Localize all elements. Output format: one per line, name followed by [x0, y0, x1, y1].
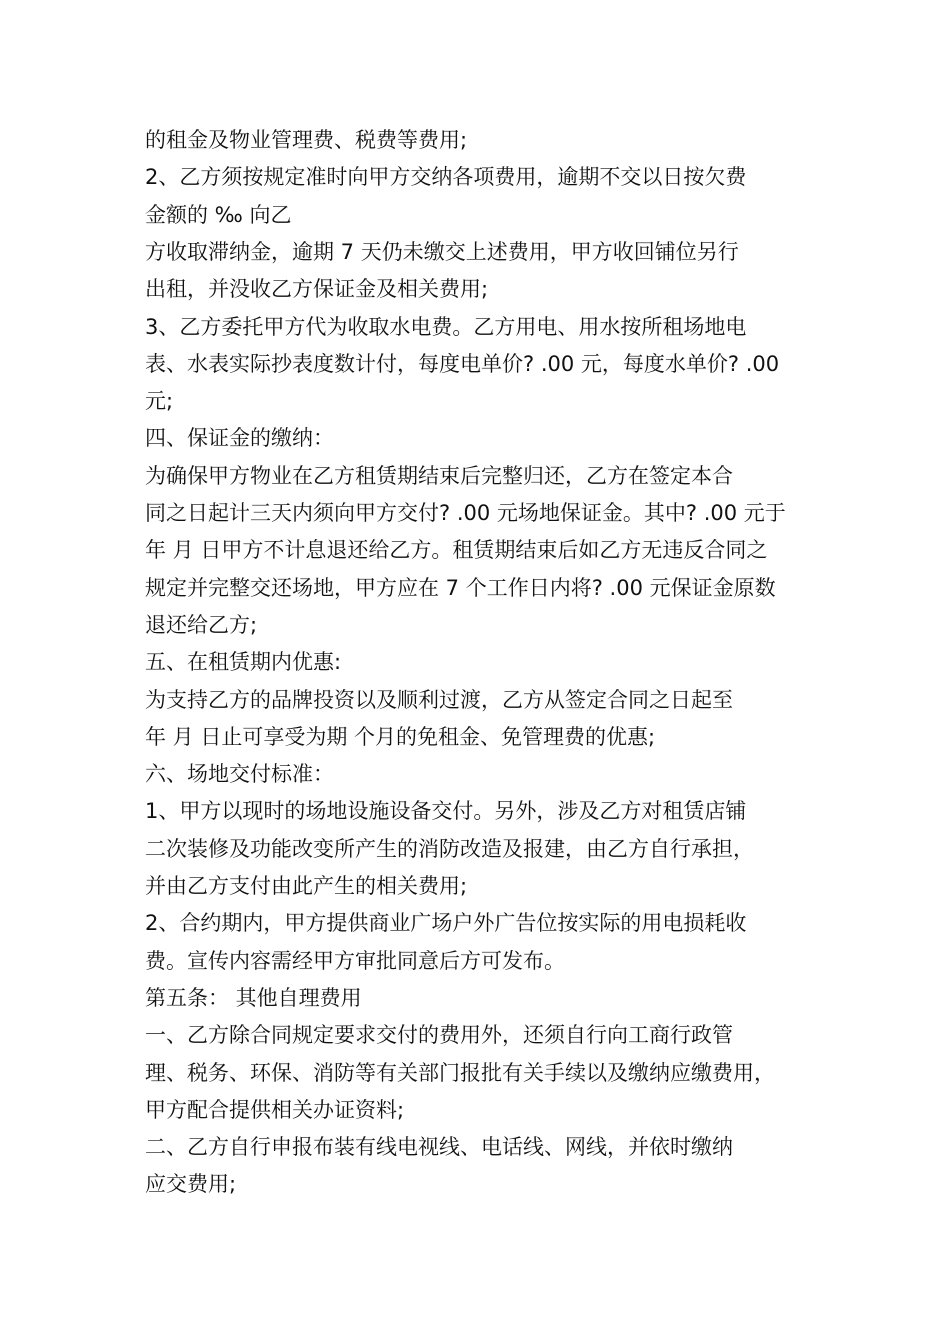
- text-line: 甲方配合提供相关办证资料;: [145, 1098, 405, 1122]
- text-line: 退还给乙方;: [145, 613, 258, 637]
- text-line: 第五条： 其他自理费用: [145, 986, 362, 1010]
- text-line: 一、乙方除合同规定要求交付的费用外，还须自行向工商行政管: [145, 1023, 733, 1047]
- text-line: 元;: [145, 389, 174, 413]
- text-line: 出租，并没收乙方保证金及相关费用;: [145, 277, 489, 301]
- text-line: 并由乙方支付由此产生的相关费用;: [145, 874, 468, 898]
- text-line: 六、场地交付标准：: [145, 762, 334, 786]
- text-line: 同之日起计三天内须向甲方交付? .00 元场地保证金。其中? .00 元于: [145, 501, 786, 525]
- text-line: 2、合约期内，甲方提供商业广场户外广告位按实际的用电损耗收: [145, 911, 747, 935]
- text-line: 应交费用;: [145, 1172, 237, 1196]
- text-line: 规定并完整交还场地，甲方应在 7 个工作日内将? .00 元保证金原数: [145, 576, 776, 600]
- text-line: 为支持乙方的品牌投资以及顺利过渡，乙方从签定合同之日起至: [145, 688, 733, 712]
- text-line: 方收取滞纳金，逾期 7 天仍未缴交上述费用，甲方收回铺位另行: [145, 240, 739, 264]
- text-line: 表、水表实际抄表度数计付，每度电单价? .00 元，每度水单价? .00: [145, 352, 780, 376]
- text-line: 3、乙方委托甲方代为收取水电费。乙方用电、用水按所租场地电: [145, 315, 747, 339]
- text-line: 2、乙方须按规定准时向甲方交纳各项费用，逾期不交以日按欠费: [145, 165, 747, 189]
- text-line: 四、保证金的缴纳：: [145, 426, 334, 450]
- text-line: 二、乙方自行申报布装有线电视线、电话线、网线，并依时缴纳: [145, 1135, 733, 1159]
- text-line: 五、在租赁期内优惠:: [145, 650, 342, 674]
- text-line: 1、甲方以现时的场地设施设备交付。另外，涉及乙方对租赁店铺: [145, 799, 747, 823]
- text-line: 为确保甲方物业在乙方租赁期结束后完整归还，乙方在签定本合: [145, 464, 733, 488]
- text-line: 理、税务、环保、消防等有关部门报批有关手续以及缴纳应缴费用，: [145, 1061, 775, 1085]
- text-line: 费。宣传内容需经甲方审批同意后方可发布。: [145, 949, 565, 973]
- text-line: 年 月 日甲方不计息退还给乙方。租赁期结束后如乙方无违反合同之: [145, 538, 768, 562]
- text-line: 年 月 日止可享受为期 个月的免租金、免管理费的优惠;: [145, 725, 656, 749]
- text-line: 金额的 ‰ 向乙: [145, 203, 292, 227]
- text-line: 二次装修及功能改变所产生的消防改造及报建，由乙方自行承担，: [145, 837, 754, 861]
- text-line: 的租金及物业管理费、税费等费用;: [145, 128, 468, 152]
